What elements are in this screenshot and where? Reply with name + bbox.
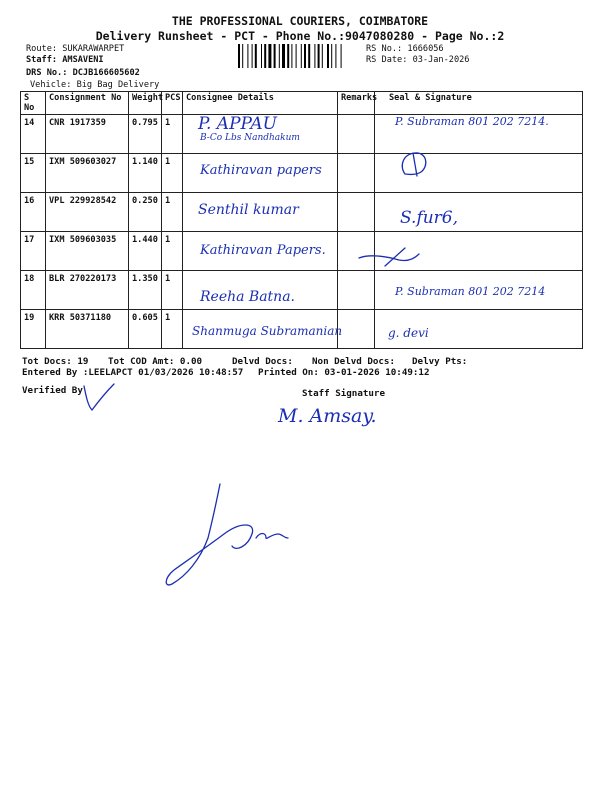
company-title: THE PROFESSIONAL COURIERS, COIMBATORE (171, 14, 429, 28)
signature-17 (355, 244, 425, 272)
col-seal-signature: Seal & Signature (375, 92, 583, 115)
tot-cod-amt: Tot COD Amt: 0.00 (108, 356, 203, 367)
cell-sno: 18 (21, 271, 46, 310)
staff-signature: M. Amsay. (278, 405, 377, 427)
col-weight: Weight (129, 92, 162, 115)
vehicle-label: Vehicle: Big Bag Delivery (30, 80, 160, 90)
cell-consignment: IXM 509603027 (46, 154, 129, 193)
handwritten-signature-16: S.fur6, (400, 208, 459, 228)
handwritten-consignee-17: Kathiravan Papers. (200, 243, 326, 258)
delvd-docs: Delvd Docs: (232, 356, 293, 367)
handwritten-consignee-14: P. APPAU (198, 114, 277, 134)
cell-pcs: 1 (162, 193, 183, 232)
cell-sno: 15 (21, 154, 46, 193)
col-consignee: Consignee Details (183, 92, 338, 115)
cell-pcs: 1 (162, 115, 183, 154)
handwritten-signature-19: g. devi (388, 326, 429, 340)
col-remarks: Remarks (338, 92, 375, 115)
tot-docs: Tot Docs: 19 (22, 356, 89, 367)
entered-by: Entered By :LEELAPCT 01/03/2026 10:48:57 (22, 367, 244, 378)
non-delvd-docs: Non Delvd Docs: (312, 356, 395, 367)
cell-sno: 19 (21, 310, 46, 349)
handwritten-consignee-18: Reeha Batna. (200, 289, 295, 305)
verified-signature (80, 380, 120, 414)
route-label: Route: SUKARAWARPET (26, 44, 125, 54)
handwritten-consignee-19: Shanmuga Subramanian (192, 324, 343, 338)
cell-remarks (338, 310, 375, 349)
cell-remarks (338, 193, 375, 232)
rs-number: RS No.: 1666056 (366, 44, 444, 54)
delvy-pts: Delvy Pts: (412, 356, 468, 367)
cell-pcs: 1 (162, 310, 183, 349)
cell-weight: 0.605 (129, 310, 162, 349)
verified-by-label: Verified By (22, 385, 83, 396)
cell-weight: 1.140 (129, 154, 162, 193)
printed-on: Printed On: 03-01-2026 10:49:12 (258, 367, 430, 378)
cell-consignment: IXM 509603035 (46, 232, 129, 271)
cell-pcs: 1 (162, 154, 183, 193)
cell-pcs: 1 (162, 271, 183, 310)
runsheet-table (20, 91, 583, 349)
handwritten-signature-18: P. Subraman 801 202 7214 (395, 285, 546, 298)
drs-number: DRS No.: DCJB166605602 (26, 68, 140, 78)
cell-consignment: CNR 1917359 (46, 115, 129, 154)
barcode (237, 44, 361, 68)
cell-weight: 0.795 (129, 115, 162, 154)
cell-sno: 17 (21, 232, 46, 271)
staff-label: Staff: AMSAVENI (26, 55, 104, 65)
handwritten-consignee-16: Senthil kumar (198, 202, 299, 218)
signature-15 (395, 148, 445, 180)
cell-sno: 16 (21, 193, 46, 232)
col-sno: S No (21, 92, 46, 115)
cell-weight: 1.440 (129, 232, 162, 271)
cell-remarks (338, 271, 375, 310)
cell-weight: 0.250 (129, 193, 162, 232)
cell-remarks (338, 115, 375, 154)
cell-consignment: BLR 270220173 (46, 271, 129, 310)
col-consignment: Consignment No (46, 92, 129, 115)
cell-consignment: KRR 50371180 (46, 310, 129, 349)
cell-consignment: VPL 229928542 (46, 193, 129, 232)
cell-weight: 1.350 (129, 271, 162, 310)
cell-pcs: 1 (162, 232, 183, 271)
cell-remarks (338, 154, 375, 193)
staff-signature-label: Staff Signature (302, 388, 385, 399)
cell-sno: 14 (21, 115, 46, 154)
handwritten-signature-14: P. Subraman 801 202 7214. (395, 115, 549, 128)
handwritten-consignee-15: Kathiravan papers (200, 163, 322, 178)
rs-date: RS Date: 03-Jan-2026 (366, 55, 470, 65)
col-pcs: PCS (162, 92, 183, 115)
handwritten-consignee-14-sub: B-Co Lbs Nandhakum (200, 133, 300, 143)
table-header-row (21, 92, 583, 115)
large-signature (160, 478, 300, 598)
runsheet-subtitle: Delivery Runsheet - PCT - Phone No.:9047080280 - Page No.:2 (95, 29, 505, 43)
table-row (21, 193, 583, 232)
